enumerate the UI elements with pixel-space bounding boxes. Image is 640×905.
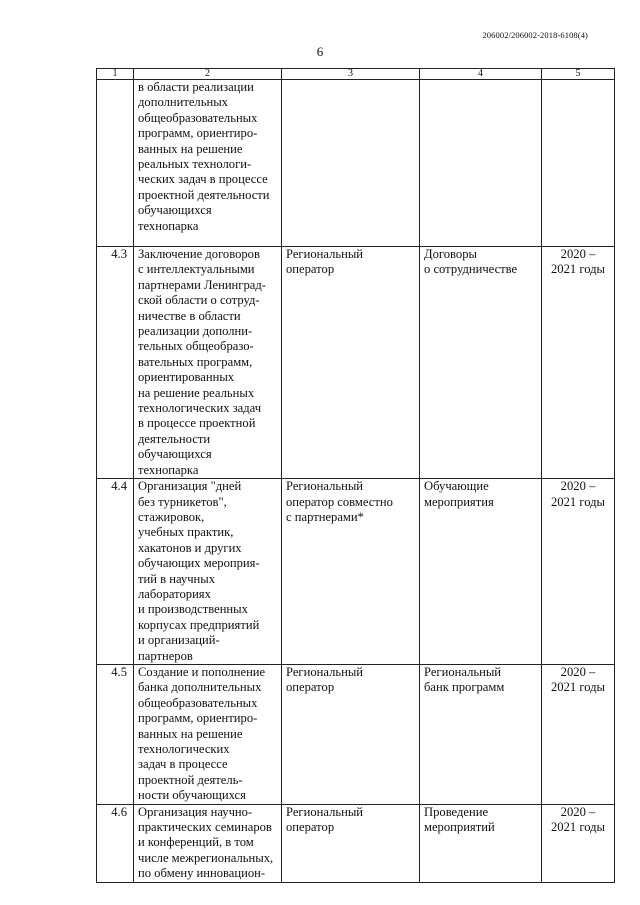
row-period: 2020 – 2021 годы [542,664,615,804]
row-action: Заключение договоров с интеллектуальными партнерами Ленинград- ской области о сотруд- ничестве в области реализации дополни- тельных общеобразо- вательных программ, ориентированных на решение реальных технологических задач в процессе проектной деятельности обучающихся технопарка [134,247,282,479]
column-number-5: 5 [542,69,615,80]
column-number-4: 4 [420,69,542,80]
column-number-3: 3 [282,69,420,80]
row-action: Организация научно- практических семинаров и конференций, в том числе межрегиональных, по обмену инновацион- [134,804,282,882]
row-number [97,80,134,247]
table-row-4-4 [97,479,615,665]
row-executor: Региональный оператор [282,664,420,804]
row-period: 2020 – 2021 годы [542,247,615,479]
document-id: 206002/206002-2018-6108(4) [482,30,588,40]
row-result: Обучающие мероприятия [420,479,542,665]
table-row-continuation [97,80,615,247]
row-executor: Региональный оператор совместно с партнерами* [282,479,420,665]
row-number: 4.3 [97,247,134,479]
row-executor [282,80,420,247]
row-action: Создание и пополнение банка дополнительных общеобразовательных программ, ориентиро- ванных на решение технологических задач в процессе проектной деятель- ности обучающихся [134,664,282,804]
table-row-4-3 [97,247,615,479]
row-executor: Региональный оператор [282,247,420,479]
page-number: 6 [316,44,324,59]
row-number: 4.4 [97,479,134,665]
row-number: 4.6 [97,804,134,882]
row-result: Проведение мероприятий [420,804,542,882]
row-period: 2020 – 2021 годы [542,804,615,882]
activities-table [96,68,615,883]
table-row-4-5 [97,664,615,804]
row-result: Договоры о сотрудничестве [420,247,542,479]
column-number-1: 1 [97,69,134,80]
column-number-2: 2 [134,69,282,80]
row-result [420,80,542,247]
row-period [542,80,615,247]
row-result: Региональный банк программ [420,664,542,804]
row-executor: Региональный оператор [282,804,420,882]
table-header-row [97,69,615,80]
row-action: Организация "дней без турникетов", стажировок, учебных практик, хакатонов и других обучающих мероприя- тий в научных лабораториях и производственных корпусах предприятий и организаций- партнеров [134,479,282,665]
row-period: 2020 – 2021 годы [542,479,615,665]
row-action: в области реализации дополнительных общеобразовательных программ, ориентиро- ванных на решение реальных технологи- ческих задач в процессе проектной деятельности обучающихся технопарка [134,80,282,247]
row-number: 4.5 [97,664,134,804]
table-row-4-6 [97,804,615,882]
